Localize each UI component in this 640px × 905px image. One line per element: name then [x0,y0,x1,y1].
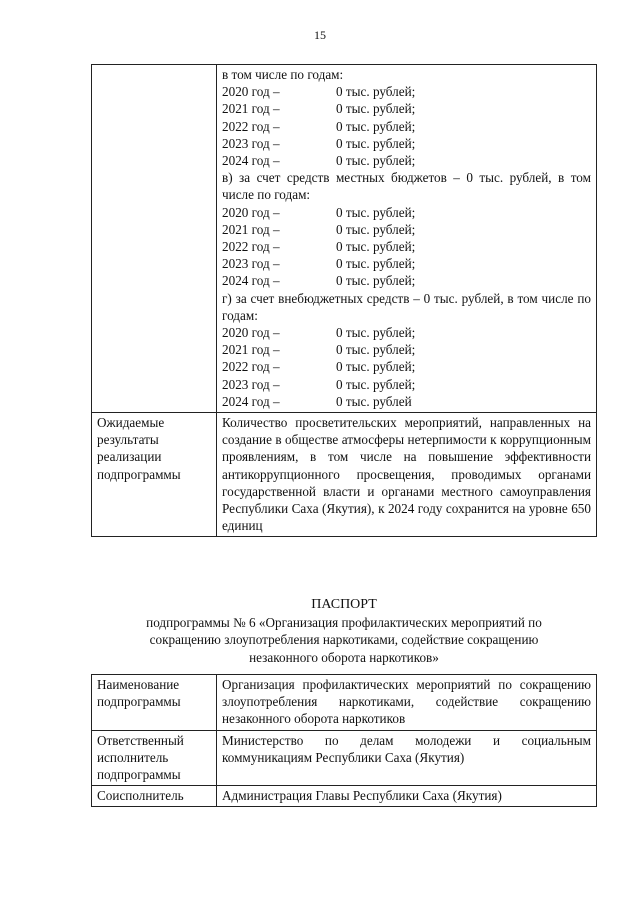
year-row [222,255,591,272]
passport-title: ПАСПОРТ [311,597,377,612]
year-amount: 0 тыс. рублей; [336,325,416,341]
table-row-expected-results [92,413,597,537]
year-label: 2023 год – [222,256,280,272]
funding-label-cell [92,65,217,413]
year-amount: 0 тыс. рублей; [336,256,416,272]
year-row [222,83,591,100]
year-label: 2024 год – [222,153,280,169]
year-row [222,393,591,410]
year-amount: 0 тыс. рублей [336,393,412,409]
passport-subtitle-line: сокращению злоупотребления наркотиками, содействие сокращению [149,632,539,648]
responsible-executor-value: Министерство по делам молодежи и социальным коммуникациям Республики Саха (Якутия) [217,730,597,786]
year-label: 2023 год – [222,376,280,392]
year-label: 2021 год – [222,221,280,237]
year-amount: 0 тыс. рублей; [336,101,416,117]
funding-intro: в том числе по годам: [222,67,344,82]
year-amount: 0 тыс. рублей; [336,239,416,255]
year-row [222,341,591,358]
page-number: 15 [314,28,326,42]
year-amount: 0 тыс. рублей; [336,118,416,134]
year-label: 2021 год – [222,101,280,117]
expected-results-label: Ожидаемые результаты реализации подпрограммы [92,413,217,537]
year-row [222,324,591,341]
year-label: 2024 год – [222,393,280,409]
year-row [222,204,591,221]
year-amount: 0 тыс. рублей; [336,84,416,100]
year-amount: 0 тыс. рублей; [336,273,416,289]
passport-heading [91,596,597,666]
year-row [222,238,591,255]
local-budget-text: в) за счет средств местных бюджетов – 0 тыс. рублей, в том числе по годам: [222,170,591,203]
table-row-responsible-executor [92,730,597,786]
year-row [222,100,591,117]
year-row [222,358,591,375]
year-label: 2022 год – [222,118,280,134]
year-row [222,152,591,169]
year-amount: 0 тыс. рублей; [336,204,416,220]
year-row [222,221,591,238]
funding-value-cell [217,65,597,413]
year-label: 2024 год – [222,273,280,289]
funding-table [91,64,597,537]
year-label: 2022 год – [222,359,280,375]
year-list-a [222,83,591,169]
year-row [222,376,591,393]
table-row-funding [92,65,597,413]
year-amount: 0 тыс. рублей; [336,221,416,237]
subprogram-name-value: Организация профилактических мероприятий по сокращению злоупотребления наркотиками, содействие сокращению незаконного оборота наркотиков [217,675,597,731]
year-row [222,272,591,289]
year-label: 2022 год – [222,239,280,255]
year-label: 2023 год – [222,135,280,151]
responsible-executor-label: Ответственный исполнитель подпрограммы [92,730,217,786]
year-amount: 0 тыс. рублей; [336,153,416,169]
passport-subtitle-line: незаконного оборота наркотиков» [249,649,439,665]
year-amount: 0 тыс. рублей; [336,376,416,392]
year-amount: 0 тыс. рублей; [336,359,416,375]
co-executor-label: Соисполнитель [92,786,217,807]
year-label: 2020 год – [222,204,280,220]
year-row [222,135,591,152]
year-list-b [222,204,591,290]
year-label: 2020 год – [222,325,280,341]
year-label: 2021 год – [222,342,280,358]
subprogram-name-label: Наименование подпрограммы [92,675,217,731]
extrabudget-text: г) за счет внебюджетных средств – 0 тыс. рублей, в том числе по годам: [222,290,591,323]
year-list-c [222,324,591,410]
passport-subtitle-line: подпрограммы № 6 «Организация профилактических мероприятий по [146,614,542,630]
table-row-co-executor [92,786,597,807]
year-amount: 0 тыс. рублей; [336,135,416,151]
table-row-subprogram-name [92,675,597,731]
passport-table [91,674,597,807]
year-amount: 0 тыс. рублей; [336,342,416,358]
expected-results-text: Количество просветительских мероприятий, направленных на создание в обществе атмосферы нетерпимости к коррупционным проявлениям, в том числе на повышение эффективности антикоррупционного просвещения, проводимых органами государственной власти и органами местного самоуправления Республики Саха (Якутия), к 2024 году сохранится на уровне 650 единиц [217,413,597,537]
year-row [222,118,591,135]
year-label: 2020 год – [222,84,280,100]
co-executor-value: Администрация Главы Республики Саха (Якутия) [217,786,597,807]
